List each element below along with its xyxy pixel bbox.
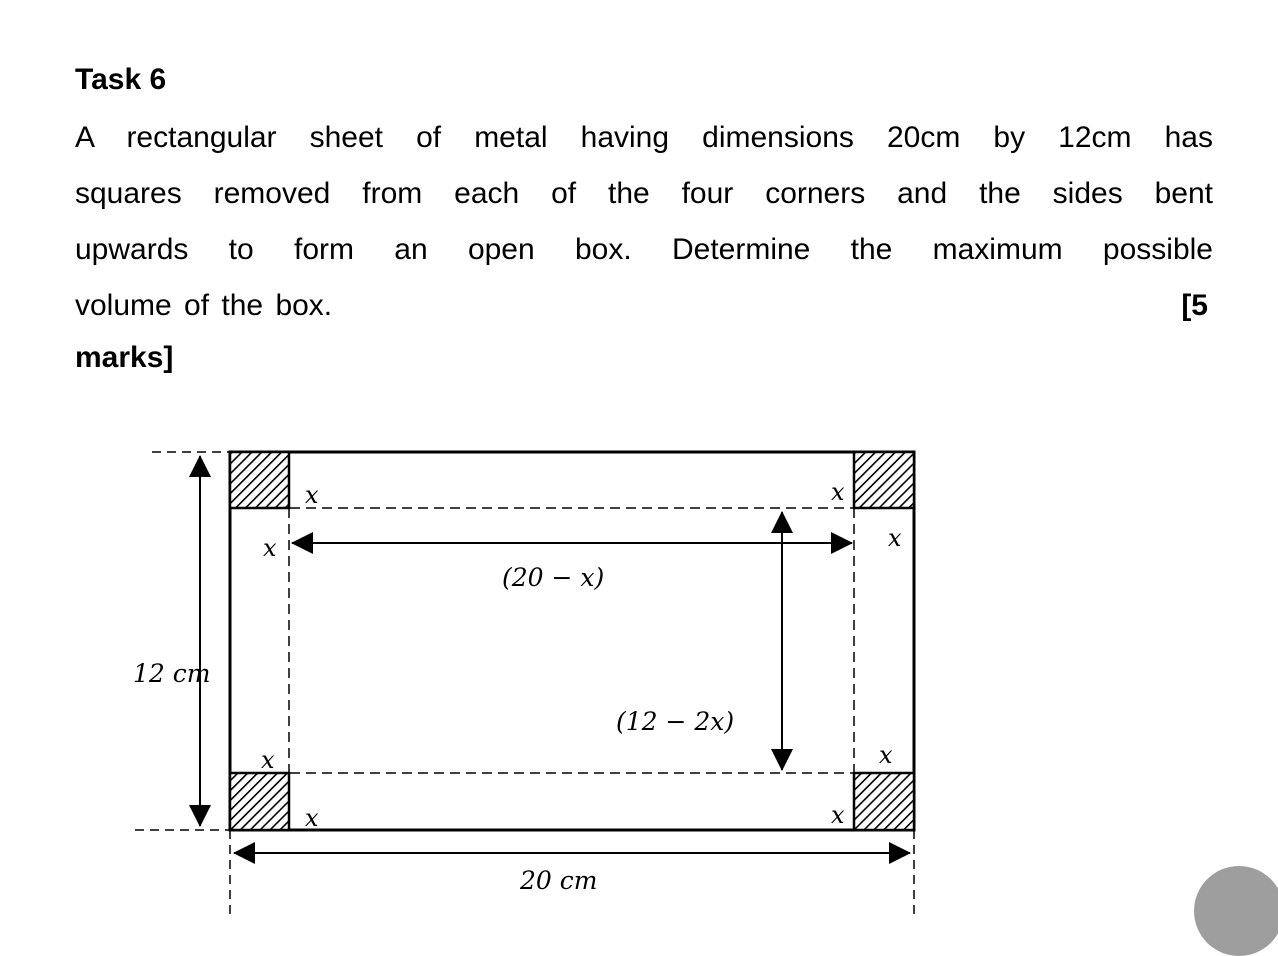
label-x-right-upper: x <box>888 524 902 552</box>
label-x-bottom-right-h: x <box>831 801 845 829</box>
label-x-top-left-h: x <box>305 481 319 509</box>
question-last-text: volume of the box. <box>75 289 333 322</box>
marks-label-part1: [5 <box>1181 289 1208 322</box>
corner-square-top-left <box>230 452 289 508</box>
label-sheet-width: 20 cm <box>520 866 598 895</box>
corner-square-top-right <box>854 452 914 508</box>
marks-label-part2: marks] <box>75 341 174 374</box>
task-title: Task 6 <box>75 63 167 96</box>
corner-square-bottom-left <box>230 773 289 830</box>
label-inner-height: (12 − 2x) <box>616 707 735 736</box>
corner-square-bottom-right <box>854 773 914 830</box>
question-line-2: squares removed from each of the four corners and the sides bent <box>75 177 1213 210</box>
label-x-left-upper: x <box>263 534 277 562</box>
corner-action-button[interactable] <box>1194 866 1278 956</box>
label-sheet-height: 12 cm <box>133 659 211 688</box>
label-x-top-right-h: x <box>831 478 845 506</box>
question-line-3: upwards to form an open box. Determine the maximum possible <box>75 233 1213 266</box>
question-line-1: A rectangular sheet of metal having dimensions 20cm by 12cm has <box>75 121 1213 154</box>
label-x-bottom-left-h: x <box>305 804 319 832</box>
label-x-right-lower: x <box>879 741 893 769</box>
label-inner-length: (20 − x) <box>502 563 605 592</box>
label-x-left-lower: x <box>261 746 275 774</box>
